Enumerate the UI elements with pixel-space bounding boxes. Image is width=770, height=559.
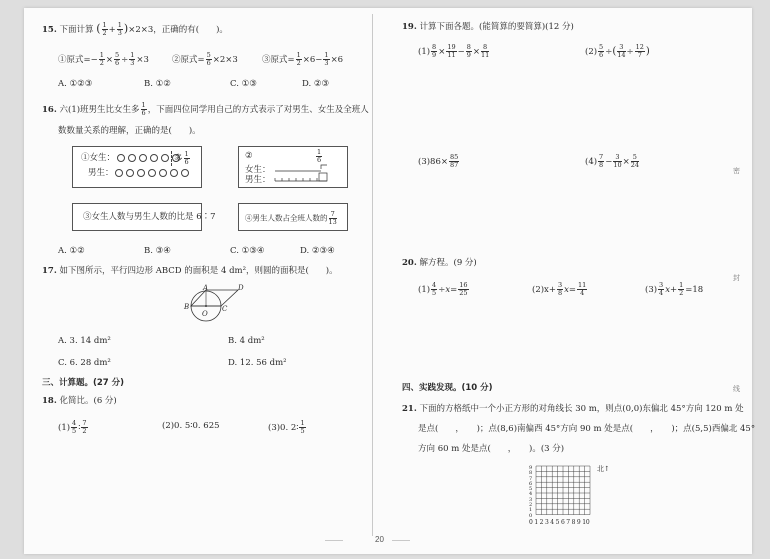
y-axis-tick-label: 1	[529, 507, 533, 514]
q16-box4-row: ④男生人数占全班人数的 $\frac{7}{13}$	[245, 210, 337, 226]
q20-part-1: (1) $\frac{4}{5}$ ÷x= $\frac{16}{25}$	[418, 281, 468, 297]
q19-part-1: (1) $\frac{8}{9}$ × $\frac{19}{11}$ − $\frac{8}{9}$ × $\frac{8}{11}$	[418, 43, 490, 59]
q20-part-3-label: (3)	[645, 285, 658, 295]
q16-box2-segment-diagram	[239, 147, 349, 189]
q16-box-4	[238, 203, 348, 231]
q19-part-4-label: (4)	[585, 157, 598, 167]
q21-number: 21.	[402, 404, 417, 414]
q16-box2-boy-label: 男生：	[245, 175, 271, 185]
q20-part-3: (3) $\frac{3}{4}$ x+ $\frac{1}{2}$ =18	[645, 281, 704, 297]
q17-figure	[180, 282, 270, 324]
seal-mark-3: 线	[733, 385, 740, 393]
seal-mark-2: 封	[733, 274, 740, 282]
q16-box1-boy-label: 男生：	[88, 168, 114, 178]
q17-label-o: O	[202, 310, 208, 318]
q15-stem: 15. 下面计算 ( $\frac{1}{2}$ + $\frac{1}{3}$ )×2×3，正确的有( )。	[42, 21, 228, 37]
y-axis-tick-label: 4	[529, 491, 533, 498]
q16-box1-more: 多 $\frac{1}{6}$	[171, 151, 191, 166]
page-number: 20	[375, 535, 384, 544]
q17-stem-text: 如下图所示，平行四边形 ABCD 的面积是 4 dm²，则圆的面积是( )。	[59, 266, 338, 276]
column-divider	[372, 14, 373, 536]
q18-part-1: (1) $\frac{4}{5}$ ∶ $\frac{7}{2}$	[58, 419, 87, 435]
y-axis-tick-label: 2	[529, 502, 533, 509]
q21-north-label: 北↑	[597, 465, 610, 473]
q15-option-3: ③原式= $\frac{1}{2}$ ×6− $\frac{1}{3}$ ×6	[262, 51, 344, 67]
q17-choice-b[interactable]: B. 4 dm²	[228, 336, 265, 346]
q17-label-a: A	[203, 284, 209, 292]
q17-label-d: D	[238, 284, 244, 292]
q15-option-3-pre: ③原式=	[262, 55, 295, 65]
q20-part-1-label: (1)	[418, 285, 431, 295]
q17-choice-c[interactable]: C. 6. 28 dm²	[58, 358, 111, 368]
q19-part-2: (2) $\frac{5}{6}$ ÷( $\frac{3}{14}$ ÷ $\frac{12}{7}$ )	[585, 43, 650, 59]
q18-stem-text: 化简比。(6 分)	[59, 396, 117, 406]
q16-box3-text: ③女生人数与男生人数的比是 6∶7	[83, 212, 216, 222]
q15-choice-b[interactable]: B. ①②	[144, 79, 171, 89]
q16-box1-girl-label: ①女生：	[81, 153, 116, 163]
q16-box-2	[238, 146, 348, 188]
q19-part-3: (3)86× $\frac{85}{87}$	[418, 153, 459, 169]
exam-page	[24, 8, 752, 554]
q15-option-2: ②原式= $\frac{5}{6}$ ×2×3	[172, 51, 238, 67]
q16-choice-a[interactable]: A. ①②	[58, 246, 85, 256]
y-axis-tick-label: 5	[529, 486, 533, 493]
q15-stem-pre: 下面计算	[59, 25, 94, 35]
footer-rule-left	[325, 540, 343, 541]
q16-box-3	[72, 203, 216, 231]
q18-part-3-label: (3)0. 2∶	[268, 423, 299, 433]
q16-box2-girl-label: 女生：	[245, 165, 271, 175]
q15-option-2-pre: ②原式=	[172, 55, 205, 65]
y-axis-tick-label: 0	[529, 512, 533, 519]
q16-box-1	[72, 146, 202, 188]
q18-part-1-label: (1)	[58, 423, 71, 433]
q16-box1-girl-row	[81, 153, 181, 164]
q16-box2-number: ②	[245, 151, 253, 161]
q17-number: 17.	[42, 266, 57, 276]
q15-choice-a[interactable]: A. ①②③	[58, 79, 93, 89]
q15-number: 15.	[42, 25, 57, 35]
q16-box2-fraction: $\frac{1}{6}$	[317, 148, 322, 164]
y-axis-tick-label: 9	[529, 465, 533, 471]
q21-line-1-text: 下面的方格纸中一个小正方形的对角线长 30 m，则点(0,0)东偏北 45°方向 120 m 处	[419, 404, 744, 414]
q15-option-1: ①原式=− $\frac{1}{2}$ × $\frac{5}{6}$ ÷ $\frac{1}{3}$ ×3	[58, 51, 149, 67]
q16-stem-line1: 16. 六(1)班男生比女生多 $\frac{1}{6}$ ，下面四位同学用自己的方式表示了对男生、女生及全班人	[42, 101, 369, 117]
q19-part-4: (4) $\frac{7}{8}$ − $\frac{3}{10}$ × $\frac{5}{24}$	[585, 153, 639, 169]
q17-choice-a[interactable]: A. 3. 14 dm²	[58, 336, 111, 346]
q21-x-axis-labels: 0 1 2 3 4 5 6 7 8 9 10	[529, 519, 590, 526]
q18-number: 18.	[42, 396, 57, 406]
q19-number: 19.	[402, 22, 417, 32]
q21-line-1	[402, 404, 744, 415]
q20-part-2: (2)x+ $\frac{3}{8}$ x= $\frac{11}{4}$	[532, 281, 587, 297]
q20-stem-text: 解方程。(9 分)	[419, 258, 477, 268]
q15-stem-post: ×2×3，正确的有( )。	[128, 25, 228, 35]
q21-y-axis-labels	[529, 466, 535, 519]
y-axis-tick-label: 3	[529, 496, 533, 503]
q19-part-2-label: (2)	[585, 47, 598, 57]
q20-part-2-label: (2)x+	[532, 285, 556, 295]
q15-option-3-post: ×6	[330, 55, 344, 65]
section-4-heading: 四、实践发现。(10 分)	[402, 383, 493, 393]
q18-part-2: (2)0. 5∶0. 625	[162, 421, 220, 431]
q16-choice-b[interactable]: B. ③④	[144, 246, 171, 256]
q19-stem	[402, 22, 574, 33]
q16-box4-text: ④男生人数占全班人数的	[245, 213, 328, 223]
q15-choice-c[interactable]: C. ①③	[230, 79, 257, 89]
q19-stem-text: 计算下面各题。(能简算的要简算)(12 分)	[419, 22, 574, 32]
q21-north-text: 北	[597, 465, 604, 473]
q15-option-2-post: ×2×3	[212, 55, 238, 65]
q19-part-3-label: (3)86×	[418, 157, 448, 167]
q20-stem	[402, 258, 477, 269]
q18-part-3: (3)0. 2∶ $\frac{1}{5}$	[268, 419, 305, 435]
q16-line1-text: 六(1)班男生比女生多	[59, 105, 140, 115]
q21-line-2: 是点( ， )；点(8,6)南偏西 45°方向 90 m 处是点( ， )；点(5,5)西偏北 45°	[418, 424, 756, 434]
q17-label-c: C	[222, 305, 228, 313]
q15-option-1-pre: ①原式=	[58, 55, 91, 65]
footer-rule-right	[392, 540, 410, 541]
q16-box1-more-label: 多	[174, 154, 183, 164]
seal-mark-1: 密	[733, 167, 740, 175]
q20-number: 20.	[402, 258, 417, 268]
q17-label-b: B	[184, 303, 190, 311]
q18-stem	[42, 396, 117, 407]
q19-part-1-label: (1)	[418, 47, 431, 57]
q16-stem-line2: 数数量关系的理解，正确的是( )。	[58, 126, 201, 136]
q17-stem	[42, 266, 338, 277]
y-axis-tick-label: 6	[529, 480, 533, 487]
q16-choice-c[interactable]: C. ①③④	[230, 246, 265, 256]
q16-box1-boy-row	[88, 168, 191, 179]
q15-choice-d[interactable]: D. ②③	[302, 79, 330, 89]
q17-choice-d[interactable]: D. 12. 56 dm²	[228, 358, 287, 368]
y-axis-tick-label: 8	[529, 470, 533, 477]
section-3-heading: 三、计算题。(27 分)	[42, 378, 125, 388]
y-axis-tick-label: 7	[529, 475, 533, 482]
q16-number: 16.	[42, 105, 57, 115]
q15-option-1-post: ×3	[136, 55, 149, 65]
q21-line-3: 方向 60 m 处是点( ， )。(3 分)	[418, 444, 565, 454]
q16-line1-post: ，下面四位同学用自己的方式表示了对男生、女生及全班人	[147, 105, 369, 115]
q16-choice-d[interactable]: D. ②③④	[300, 246, 335, 256]
